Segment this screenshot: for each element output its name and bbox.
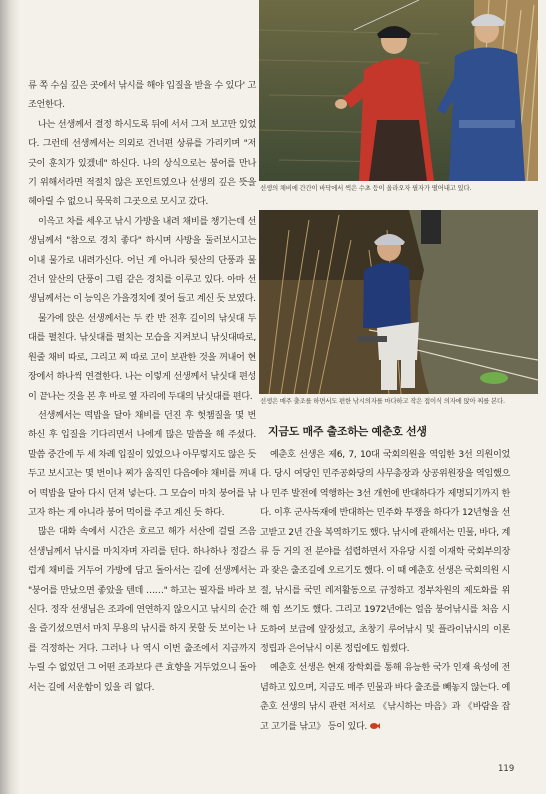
paragraph: 물가에 앉은 선생께서는 두 칸 반 전후 길이의 낚싯대 두대를 펼친다. 낚싯대를 펼치는 모습을 지켜보니 낚싯대따로, 원줄 채비 따로, 그리고 찌 따로 고이 보관한 것을 꺼내어 현장에서 하나씩 연결한다. 나는 이렇게 선생께서 낚싯대 편성이 끝나는 것을 본 후 바로 옆 자리에 두대의 낚싯대를 편다. xyxy=(28,312,256,402)
paragraph: 많은 대화 속에서 시간은 흐르고 해가 서산에 걸릴 즈음 선생님께서 낚시를 마치자며 자리를 턴다. 하나하나 정갈스럽게 채비를 거두어 가방에 담고 돌아서는 길에 선생께서는 "붕어를 만났으면 좋았을 텐데 ……" 하고는 필자를 바라 보신다. 정작 선생님은 조과에 연연하지 않으시고 낚시의 순간을 즐기셨으면서 마치 무용의 낚시를 하지 못할 듯 보이는 나를 걱정하는 거다. 그러나 나 역시 이번 출조에서 지금까지 누릴 수 없었던 그 어떤 조과보다 큰 효향을 거두었으니 돌아서는 길에 서운함이 있을 리 없다. xyxy=(28,526,256,693)
paragraph: 이윽고 차를 세우고 낚시 가방을 내려 채비를 챙기는데 선생님께서 "참으로 경치 좋다" 하시며 사방을 둘러보시고는 이내 물가로 내려가신다. 어닌 게 아니라 뒷산의 단풍과 물 건너 앞산의 단풍이 그림 같은 경치를 이루고 있다. 아마 선생님께서는 이 능익은 가을경치에 젖어 들고 계신 듯 보였다. xyxy=(28,215,256,305)
photo-seated-angler xyxy=(259,210,538,394)
right-text-column xyxy=(260,445,510,736)
paragraph: 나는 선생께서 결정 하시도록 뒤에 서서 그저 보고만 있었다. 그런데 선생께서는 의외로 건너편 상류를 가리키며 "저긋이 훈치가 있겠네" 하신다. 나의 상식으로는 붕어를 만나기 위해서라면 적절치 않은 포인트였으나 선생의 깊은 뜻을 헤아릴 수 없으니 묵묵히 그곳으로 모시고 갔다. xyxy=(28,118,256,208)
paragraph-text: 예춘호 선생은 현재 장학회를 통해 유능한 국가 인재 육성에 전념하고 있으며, 지금도 매주 민물과 바다 출조를 빼놓지 않는다. 예춘호 선생의 낚시 관련 저서로 《낚시하는 마음》과 《바람을 잡고 고기를 낚고》 등이 있다. xyxy=(260,662,510,732)
photo-caption: 선생의 채비에 간간이 바닥에서 썩은 수초 등이 올라오자 필자가 떨어내고 있다. xyxy=(260,184,472,192)
paragraph: 선생께서는 떡밥을 달아 채비를 던진 후 헛챔질을 몇 번 하신 후 입질을 기다리면서 나에게 많은 말씀을 해 주셨다. 말씀 중간에 두 세 차례 입질이 있었으나 아무렇지도 않은 듯 두고 보시고는 몇 번이나 찌가 움직인 다음에야 채비를 꺼내어 떡밥을 달아 다시 던져 넣는다. 그 모습이 마치 붕어를 낚고자 하는 게 아니라 붕어 먹이를 주고 계신 듯 하다. xyxy=(28,409,256,518)
paragraph: 류 쪽 수심 깊은 곳에서 낚시를 해야 입질을 받을 수 있다' 고 조언한다. xyxy=(28,80,256,111)
left-text-column xyxy=(28,76,256,697)
binding-shadow xyxy=(0,0,20,794)
paragraph: 예춘호 선생은 제6, 7, 10대 국회의원을 역임한 3선 의원이었다. 당시 여당인 민주공화당의 사무총장과 상공위원장을 역임했으나 민주 발전에 역행하는 3선 개헌에 반대하다가 제명되기까지 한다. 이후 군사독재에 반대하는 민주화 투쟁을 하다가 12년형을 선고받고 2년 간을 복역하기도 했다. 낚시에 관해서는 민물, 바다, 계류 등 거의 전 분야를 섭렵하면서 자유당 시절 이재학 국회부의장과 잦은 출조길에 오르기도 했다. 이 때 예춘호 선생은 국회의원 시절, 낚시를 국민 레저활동으로 규정하고 정부차원의 제도화를 위해 힘 쓰기도 했다. 그리고 1972년에는 얼음 붕어낚시를 처음 시도하여 보급에 앞장섰고, 초창기 루어낚시 및 플라이낚시의 이론 정립과 은어낚시 이론 정립에도 힘썼다. xyxy=(260,449,510,655)
fish-end-mark-icon xyxy=(370,722,380,730)
page-number: 119 xyxy=(498,764,515,774)
section-title: 지금도 매주 출조하는 예춘호 선생 xyxy=(268,425,427,438)
paragraph xyxy=(260,658,510,736)
photo-anglers-by-water xyxy=(259,0,538,181)
photo-caption: 선생은 매주 출조를 하면서도 편한 낚시의자를 마다하고 작은 접이식 의자에 앉아 찌를 본다. xyxy=(260,397,505,405)
